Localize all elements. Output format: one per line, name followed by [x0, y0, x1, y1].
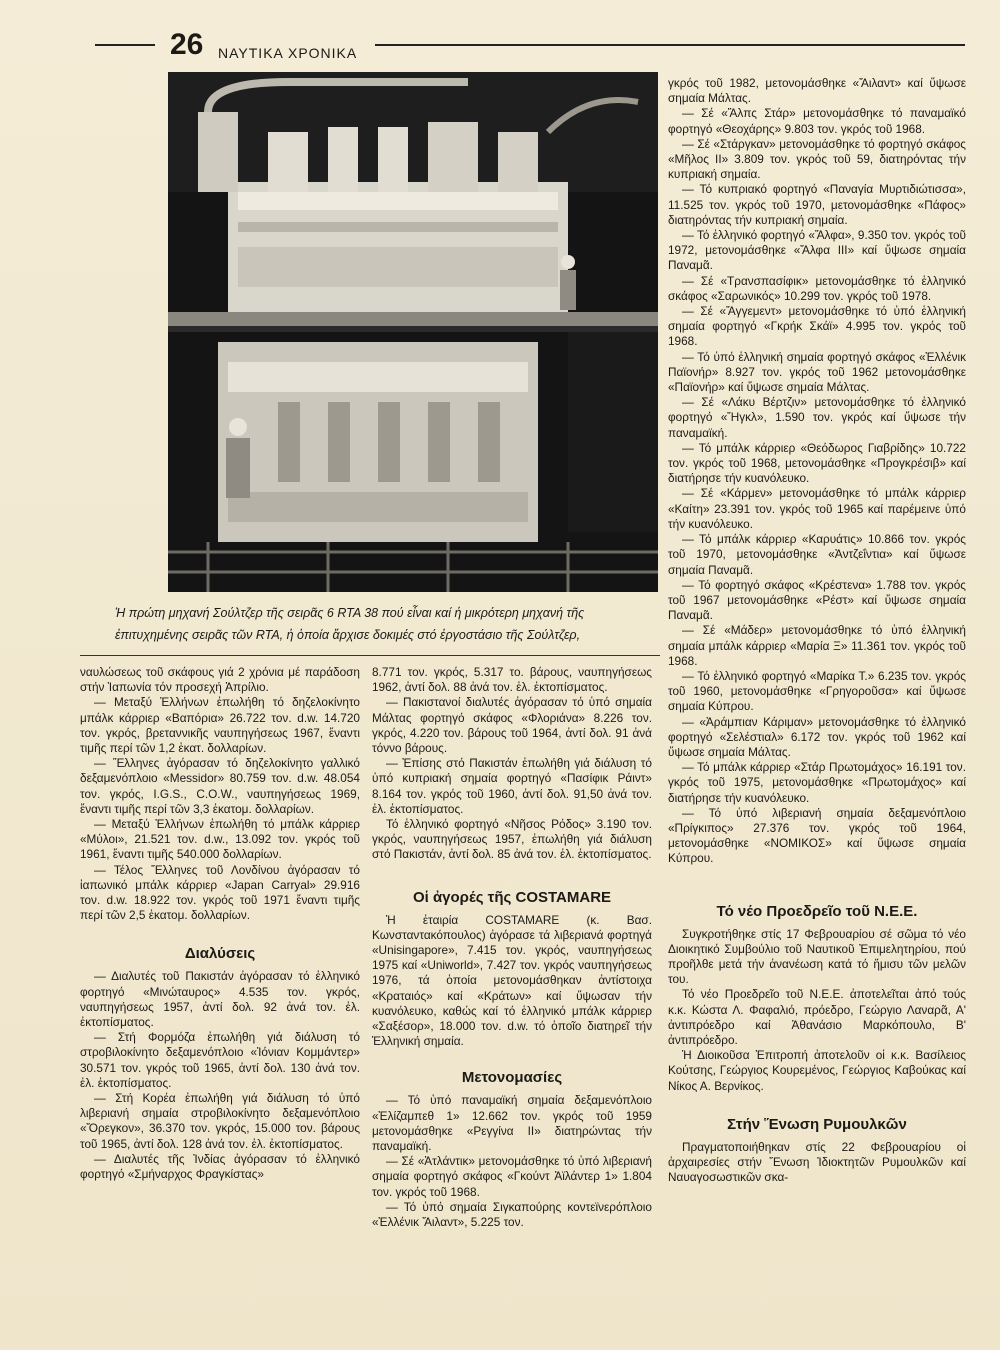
page-number: 26 [170, 28, 204, 61]
paragraph: ναυλώσεως τοῦ σκάφους γιά 2 χρόνια μέ παράδοση στήν Ἰαπωνία τόν προσεχή Ἀπρίλιο. [80, 665, 360, 695]
paragraph: — Σέ «Κάρμεν» μετονομάσθηκε τό μπάλκ κάρριερ «Καίτη» 23.391 τον. γκρός τοῦ 1965 καί παρέμεινε ὑπό τήν κυανόλευκο. [668, 486, 966, 531]
paragraph: — Τό μπάλκ κάρριερ «Στάρ Πρωτομάχος» 16.191 τον. γκρός τοῦ 1975, μετονομάσθηκε «Πρωτομάχος» καί διατήρησε τήν κυανόλευκο. [668, 760, 966, 805]
paragraph: — Τό ἑλληνικό φορτηγό «Ἄλφα», 9.350 τον. γκρός τοῦ 1972, μετονομάσθηκε «Ἄλφα ΙΙΙ» καί ὕψωσε σημαία Παναμᾶ. [668, 228, 966, 273]
paragraph: — Μεταξύ Ἑλλήνων ἐπωλήθη τό δηζελοκίνητο μπάλκ κάρριερ «Βαπόρια» 26.722 τον. d.w. 14.720 τον. γκρός, βρεταννικῆς ναυπηγήσεως 1967, ἔναντι τιμῆς περί τῶν 1,2 ἑκατ. δολλαρίων. [80, 695, 360, 756]
paragraph: — Τό φορτηγό σκάφος «Κρέστενα» 1.788 τον. γκρός τοῦ 1967 μετονομάσθηκε «Ρέστ» καί ὕψωσε σημαία Παναμᾶ. [668, 577, 966, 623]
paragraph: — Στή Κορέα ἐπωλήθη γιά διάλυση τό ὑπό λιβεριανή σημαία στροβιλοκίνητο δεξαμενόπλοιο «Ὄρεγκον», 36.370 τον. γκρός, 15.000 τον. βάρους τοῦ 1965, ἀντί δολ. 128 ἀνά τον. ἐλ. ἐκτοπίσματος. [80, 1091, 360, 1151]
paragraph: — Τό κυπριακό φορτηγό «Παναγία Μυρτιδιώτισσα», 11.525 τον. γκρός τοῦ 1970, μετονομάσθηκε «Πάφος» διατηρόντας τήν κυπριακή σημαία. [668, 182, 966, 227]
paragraph: Τό νέο Προεδρεῖο τοῦ Ν.Ε.Ε. ἀποτελεῖται ἀπό τούς κ.κ. Κώστα Λ. Φαφαλιό, πρόεδρο, Γεώργιο Λαναρᾶ, Α' ἀντιπρόεδρο καί Ἀθανάσιο Μαρκόπουλο, Β' ἀντιπρόεδρο. [668, 987, 966, 1047]
paragraph: — Στή Φορμόζα ἐπωλήθη γιά διάλυση τό στροβιλοκίνητο δεξαμενόπλοιο «Ἰόνιαν Κομμάντερ» 30.571 τον. γκρός τοῦ 1965, ἀντί δολ. 130 ἀνά τον. ἐλ. ἐκτοπίσματος. [80, 1030, 360, 1090]
paragraph: — Διαλυτές τοῦ Πακιστάν ἀγόρασαν τό ἑλληνικό φορτηγό «Μινώταυρος» 4.535 τον. γκρός, ναυπηγήσεως 1957, ἀντί δολ. 92 ἀνά τον. ἐλ. ἐκτοπίσματος. [80, 969, 360, 1030]
paragraph: — Σέ «Ἄγγεμεντ» μετονομάσθηκε τό ὑπό ἑλληνική σημαία φορτηγό «Γκρήκ Σκάϊ» 4.995 τον. γκρός τοῦ 1968. [668, 304, 966, 349]
section-heading-proedreio: Τό νέο Προεδρεῖο τοῦ Ν.Ε.Ε. [716, 902, 918, 920]
paragraph: Πραγματοποιήθηκαν στίς 22 Φεβρουαρίου οἱ ἀρχαιρεσίες στήν Ἕνωση Ἰδιοκτητῶν Ρυμουλκῶν καί Ναυαγοσωστικῶν σκα- [668, 1139, 966, 1185]
engine-photo [168, 72, 658, 592]
paragraph: — Διαλυτές τῆς Ἰνδίας ἀγόρασαν τό ἑλληνικό φορτηγό «Σμήναρχος Φραγκίστας» [80, 1151, 360, 1182]
section-heading-metonomasies: Μετονομασίες [461, 1069, 563, 1087]
paragraph: Τό ἑλληνικό φορτηγό «Νῆσος Ρόδος» 3.190 τον. γκρός, ναυπηγήσεως 1957, ἐπωλήθη γιά διάλυση στό Πακιστάν, ἀντί δολ. 85 ἀνά τον. ἐλ. ἐκτοπίσματος. [372, 817, 652, 862]
section-heading-dialyseis: Διαλύσεις [184, 945, 256, 963]
paragraph: — Τέλος Ἕλληνες τοῦ Λονδίνου ἀγόρασαν τό ἰαπωνικό μπάλκ κάρριερ «Japan Carryal» 29.916 τον. d.w. 18.922 τον. γκρός τοῦ 1971 ἔναντι τιμῆς περί τῶν 2,5 ἑκατομ. δολλαρίων. [80, 862, 360, 923]
paragraph: — «Ἀράμπιαν Κάριμαν» μετονομάσθηκε τό ἑλληνικό φορτηγό «Σελέστιαλ» 6.172 τον. γκρός τοῦ 1962 καί ὕψωσε σημαία Μάλτας. [668, 714, 966, 759]
caption-separator [80, 655, 660, 656]
section-heading-rymoulkon: Στήν Ἕνωση Ρυμουλκῶν [727, 1115, 907, 1133]
paragraph: — Ἕλληνες ἀγόρασαν τό δηζελοκίνητο γαλλικό δεξαμενόπλοιο «Messidor» 80.759 τον. d.w. 48.054 τον. γκρός, I.G.S., C.O.W., ναυπηγήσεως 1969, ἔναντι τιμῆς περί τῶν 3,3 ἑκατομ. δολλαρίων. [80, 756, 360, 816]
paragraph: γκρός τοῦ 1982, μετονομάσθηκε «Ἄιλαντ» καί ὕψωσε σημαία Μάλτας. [668, 76, 966, 106]
caption-line-2: ἐπιτυχημένης σειρᾶς τῶν RTA, ἡ ὁποία ἄρχισε δοκιμές στό ἐργοστάσιο τῆς Σούλτζερ, [115, 628, 581, 642]
paragraph: Ἡ ἑταιρία COSTAMARE (κ. Βασ. Κωνσταντακόπουλος) ἀγόρασε τά λιβεριανά φορτηγά «Unisingapore», 7.415 τον. γκρός, ναυπηγήσεως 1975 καί «Uniworld», 7.427 τον. γκρός ναυπηγήσεως 1976, τά ὁποία μετονομάσθηκαν ἀντίστοιχα «Κραταιός» καί «Κράτων» καί ὕψωσαν τήν κυανόλευκο, καθώς καί τό ἑλληνικό μπάλκ κάρριερ «Σαξέσορ», 18.000 τον. d.w. τό ὁποῖο διατηρεῖ τήν Ἑλληνική σημαία. [372, 912, 652, 1049]
paragraph: — Τό ἑλληνικό φορτηγό «Μαρίκα Τ.» 6.235 τον. γκρός τοῦ 1960, μετονομάσθηκε «Γρηγοροῦσα» καί ὕψωσε σημαία Κύπρου. [668, 668, 966, 714]
header-rule-left [95, 44, 155, 46]
paragraph: — Πακιστανοί διαλυτές ἀγόρασαν τό ὑπό σημαία Μάλτας φορτηγό σκάφος «Φλοριάνα» 8.226 τον. γκρός, 4.220 τον. βάρους τοῦ 1964, ἀντί δολ. 91 ἀνά τόννο βάρους. [372, 695, 652, 756]
paragraph: — Τό μπάλκ κάρριερ «Θεόδωρος Γιαβρίδης» 10.722 τον. γκρός τοῦ 1968, μετονομάσθηκε «Προγκρέσιβ» καί διατήρησε τήν κυανόλευκο. [668, 440, 966, 486]
paragraph: — Σέ «Τρανσπασίφικ» μετονομάσθηκε τό ἑλληνικό σκάφος «Σαρωνικός» 10.299 τον. γκρός τοῦ 1978. [668, 273, 966, 303]
paragraph: — Τό μπάλκ κάρριερ «Καρυάτις» 10.866 τον. γκρός τοῦ 1970, μετονομάσθηκε «Ἀντζεΐντια» καί ὕψωσε σημαία Παναμᾶ. [668, 532, 966, 577]
paragraph: Ἡ Διοικοῦσα Ἐπιτροπή ἀποτελοῦν οἱ κ.κ. Βασίλειος Κούτσης, Γεώργιος Κουρεμένος, Γεώργιος Καβούκας καί Νίκος Α. Βερνίκος. [668, 1048, 966, 1093]
column-1 [80, 665, 360, 1182]
paragraph: — Σέ «Στάργκαν» μετονομάσθηκε τό φορτηγό σκάφος «Μῆλος ΙΙ» 3.809 τον. γκρός τοῦ 59, διατηρόντας τήν κυπριακή σημαία. [668, 136, 966, 182]
paragraph: — Σέ «Ἄλπς Στάρ» μετονομάσθηκε τό παναμαϊκό φορτηγό «Θεοχάρης» 9.803 τον. γκρός τοῦ 1968. [668, 106, 966, 136]
header-rule-right [375, 44, 965, 46]
caption-line-1: Ἡ πρώτη μηχανή Σούλτζερ τῆς σειρᾶς 6 RTA 38 πού εἶναι καί ἡ μικρότερη μηχανή τῆς [115, 606, 585, 620]
engine-illustration [168, 72, 658, 592]
paragraph: — Ἐπίσης στό Πακιστάν ἐπωλήθη γιά διάλυση τό ὑπό κυπριακή σημαία φορτηγό «Πασίφικ Ράιντ» 8.164 τον. γκρός τοῦ 1960, ἀντί δολ. 91,50 ἀνά τον. ἐλ. ἐκτοπίσματος. [372, 756, 652, 816]
paragraph: — Σέ «Ἀτλάντικ» μετονομάσθηκε τό ὑπό λιβεριανή σημαία φορτηγό σκάφος «Γκούντ Ἀϊλάντερ 1» 1.804 τον. γκρός τοῦ 1968. [372, 1154, 652, 1199]
paragraph: — Σέ «Λάκυ Βέρτζιν» μετονομάσθηκε τό ἑλληνικό φορτηγό «Ἤγκλ», 1.590 τον. γκρός καί ὕψωσε τήν παναμαϊκή. [668, 395, 966, 440]
paragraph: — Τό ὑπό ἑλληνική σημαία φορτηγό σκάφος «Ἐλλένικ Παϊονήρ» 8.927 τον. γκρός τοῦ 1962 μετονομάσθηκε «Παϊονήρ» καί ὕψωσε σημαία Μάλτας. [668, 349, 966, 395]
paragraph: — Τό ὑπό σημαία Σιγκαπούρης κοντεϊνερόπλοιο «Ἐλλένικ Ἄιλαντ», 5.225 τον. [372, 1199, 652, 1230]
paragraph: — Τό ὑπό παναμαϊκή σημαία δεξαμενόπλοιο «Ἐλίζαμπεθ 1» 12.662 τον. γκρός τοῦ 1959 μετονομάσθηκε «Ρεγγίνα ΙΙ» διατηρώντας τήν παναμαϊκή. [372, 1093, 652, 1154]
paragraph: Συγκροτήθηκε στίς 17 Φεβρουαρίου σέ σῶμα τό νέο Διοικητικό Συμβούλιο τοῦ Ναυτικοῦ Ἐπιμελητηρίου, πού προῆλθε μετά τήν ἀνανέωση κατά τό ἥμισυ τῶν μελῶν του. [668, 926, 966, 987]
section-heading-costamare: Οἱ ἀγορές τῆς COSTAMARE [412, 888, 612, 906]
paragraph: 8.771 τον. γκρός, 5.317 το. βάρους, ναυπηγήσεως 1962, ἀντί δολ. 88 ἀνά τον. ἐλ. ἐκτοπίσματος. [372, 665, 652, 695]
photo-caption [115, 602, 655, 646]
publication-title: ΝΑΥΤΙΚΑ ΧΡΟΝΙΚΑ [218, 45, 358, 61]
column-2 [372, 665, 652, 1230]
paragraph: — Σέ «Μάδερ» μετονομάσθηκε τό ὑπό ἑλληνική σημαία μπάλκ κάρριερ «Μαρία Ξ» 11.361 τον. γκρός τοῦ 1968. [668, 623, 966, 668]
paragraph: — Τό ὑπό λιβεριανή σημαία δεξαμενόπλοιο «Πρίγκιπος» 27.376 τον. γκρός τοῦ 1964, μετονομάσθηκε «ΝΟΜΙΚΟΣ» καί ὕψωσε σημαία Κύπρου. [668, 805, 966, 866]
paragraph: — Μεταξύ Ἑλλήνων ἐπωλήθη τό μπάλκ κάρριερ «Μύλοι», 21.521 τον. d.w., 13.092 τον. γκρός τοῦ 1961, ἔναντι τιμῆς 540.000 δολλαρίων. [80, 817, 360, 862]
column-3 [668, 76, 966, 1185]
